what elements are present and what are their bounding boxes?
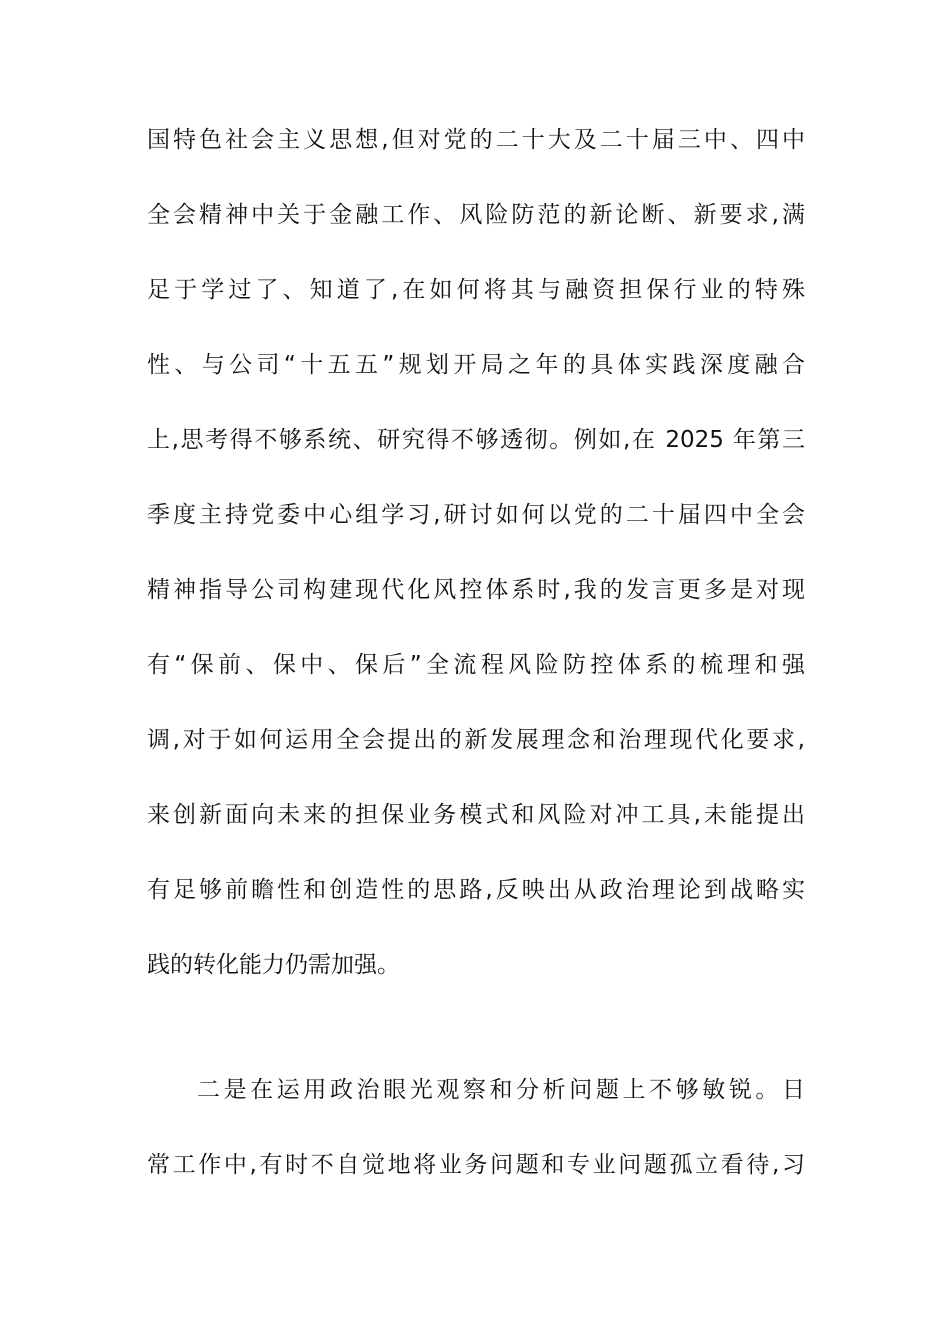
text-line: 二是在运用政治眼光观察和分析问题上不够敏锐。日 bbox=[197, 1077, 805, 1103]
text-line: 践的转化能力仍需加强。 bbox=[147, 952, 400, 978]
text-line: 有“保前、保中、保后”全流程风险防控体系的梳理和强 bbox=[147, 652, 805, 678]
text-line: 精神指导公司构建现代化风控体系时,我的发言更多是对现 bbox=[147, 577, 805, 603]
text-line: 足于学过了、知道了,在如何将其与融资担保行业的特殊 bbox=[147, 277, 805, 303]
text-line: 调,对于如何运用全会提出的新发展理念和治理现代化要求, bbox=[147, 727, 805, 753]
text-line: 上,思考得不够系统、研究得不够透彻。例如,在 2025 年第三 bbox=[147, 427, 805, 453]
text-line: 常工作中,有时不自觉地将业务问题和专业问题孤立看待,习 bbox=[147, 1152, 805, 1178]
text-line: 有足够前瞻性和创造性的思路,反映出从政治理论到战略实 bbox=[147, 877, 805, 903]
text-line: 来创新面向未来的担保业务模式和风险对冲工具,未能提出 bbox=[147, 802, 805, 828]
text-line: 全会精神中关于金融工作、风险防范的新论断、新要求,满 bbox=[147, 202, 805, 228]
text-line: 国特色社会主义思想,但对党的二十大及二十届三中、四中 bbox=[147, 127, 805, 153]
text-line: 季度主持党委中心组学习,研讨如何以党的二十届四中全会 bbox=[147, 502, 805, 528]
text-line: 性、与公司“十五五”规划开局之年的具体实践深度融合 bbox=[147, 352, 805, 378]
